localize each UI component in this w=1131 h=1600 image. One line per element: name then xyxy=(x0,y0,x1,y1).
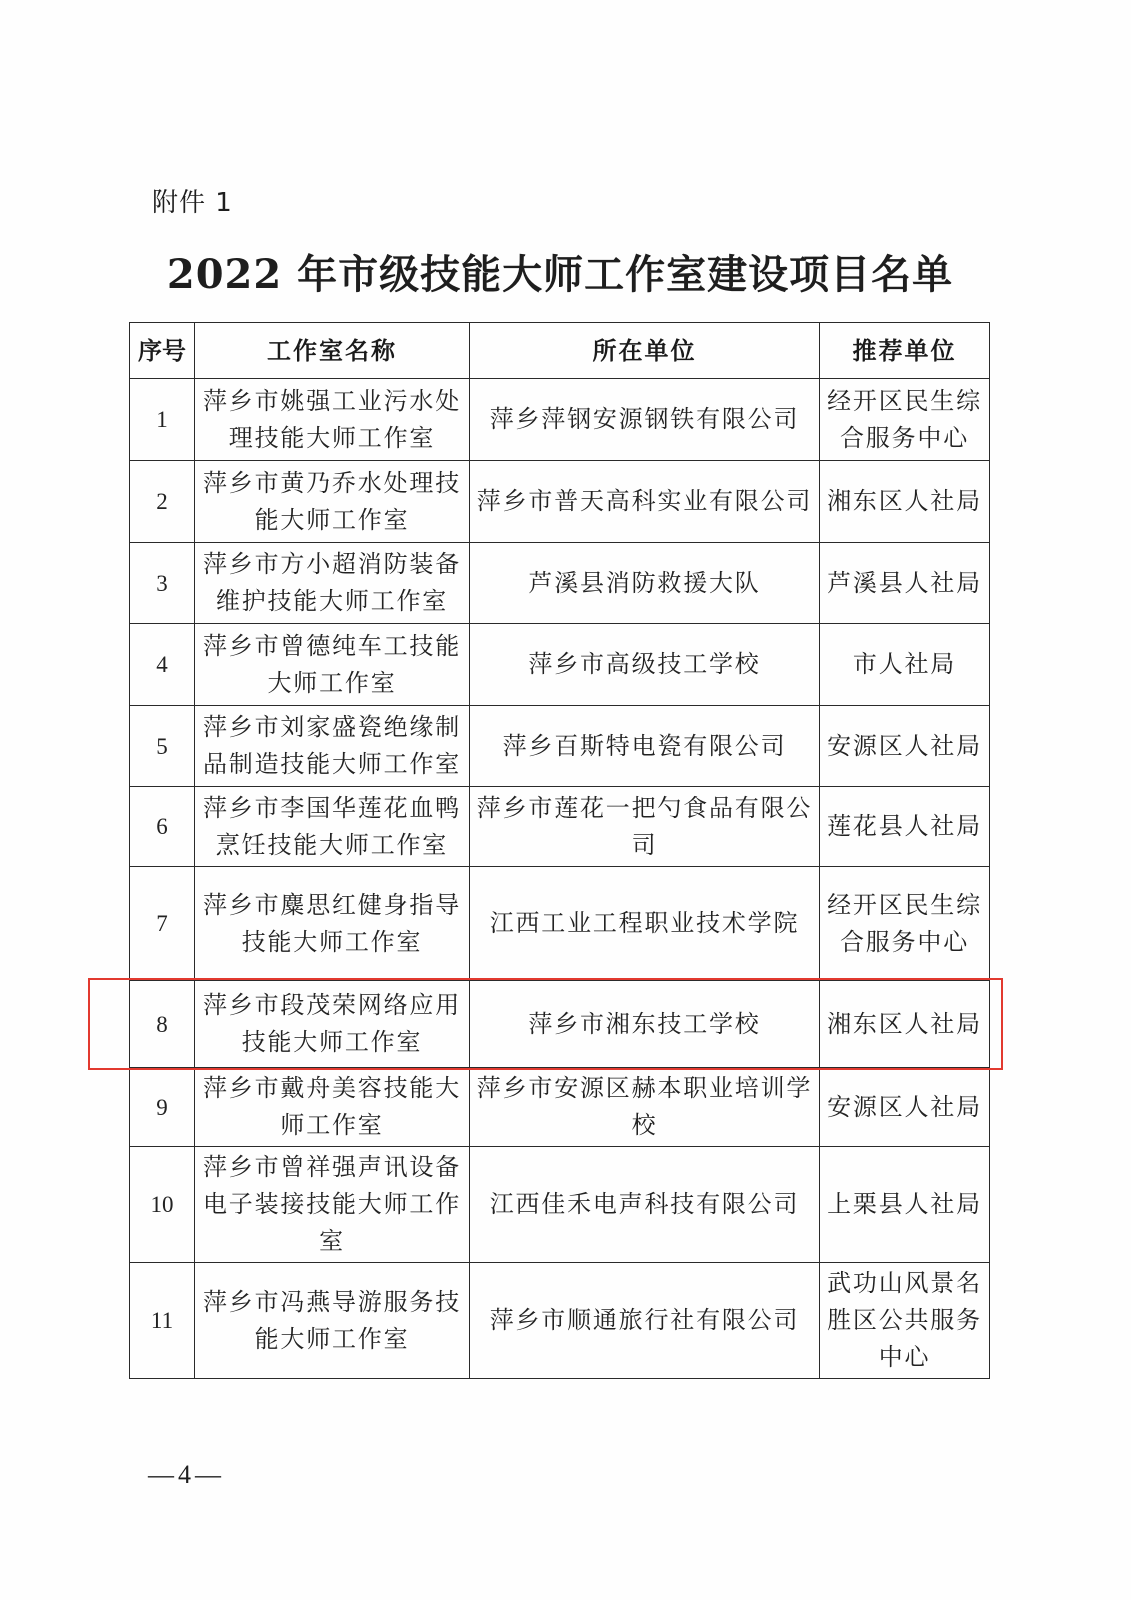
studio-name: 萍乡市曾德纯车工技能大师工作室 xyxy=(195,624,470,706)
table-body xyxy=(130,379,990,1379)
table-row xyxy=(130,787,990,867)
table-row xyxy=(130,867,990,981)
host-unit: 萍乡市普天高科实业有限公司 xyxy=(470,461,820,543)
row-number: 10 xyxy=(130,1147,195,1263)
table-row xyxy=(130,1147,990,1263)
recommender: 安源区人社局 xyxy=(820,1068,990,1147)
recommender: 莲花县人社局 xyxy=(820,787,990,867)
host-unit: 萍乡市安源区赫本职业培训学校 xyxy=(470,1068,820,1147)
table-row-highlighted xyxy=(130,981,990,1068)
recommender: 上栗县人社局 xyxy=(820,1147,990,1263)
studio-name: 萍乡市刘家盛瓷绝缘制品制造技能大师工作室 xyxy=(195,706,470,787)
host-unit: 萍乡萍钢安源钢铁有限公司 xyxy=(470,379,820,461)
row-number: 1 xyxy=(130,379,195,461)
studio-name: 萍乡市冯燕导游服务技能大师工作室 xyxy=(195,1263,470,1379)
row-number: 7 xyxy=(130,867,195,981)
document-title: 2022 年市级技能大师工作室建设项目名单 xyxy=(166,251,954,298)
recommender: 经开区民生综合服务中心 xyxy=(820,379,990,461)
row-number: 2 xyxy=(130,461,195,543)
row-number: 3 xyxy=(130,543,195,624)
table-row xyxy=(130,461,990,543)
host-unit: 萍乡市湘东技工学校 xyxy=(470,981,820,1068)
recommender: 湘东区人社局 xyxy=(820,981,990,1068)
recommender: 市人社局 xyxy=(820,624,990,706)
row-number: 6 xyxy=(130,787,195,867)
table-row xyxy=(130,706,990,787)
header-studio-name: 工作室名称 xyxy=(195,323,470,379)
recommender: 经开区民生综合服务中心 xyxy=(820,867,990,981)
row-number: 9 xyxy=(130,1068,195,1147)
host-unit: 江西佳禾电声科技有限公司 xyxy=(470,1147,820,1263)
studio-name: 萍乡市戴舟美容技能大师工作室 xyxy=(195,1068,470,1147)
studio-name: 萍乡市曾祥强声讯设备电子装接技能大师工作室 xyxy=(195,1147,470,1263)
host-unit: 萍乡市莲花一把勺食品有限公司 xyxy=(470,787,820,867)
page-number: —4— xyxy=(148,1460,225,1489)
host-unit: 萍乡市高级技工学校 xyxy=(470,624,820,706)
recommender: 湘东区人社局 xyxy=(820,461,990,543)
recommender: 安源区人社局 xyxy=(820,706,990,787)
studio-name: 萍乡市段茂荣网络应用技能大师工作室 xyxy=(195,981,470,1068)
studio-name: 萍乡市方小超消防装备维护技能大师工作室 xyxy=(195,543,470,624)
table-row xyxy=(130,624,990,706)
row-number: 8 xyxy=(130,981,195,1068)
attachment-label: 附件 1 xyxy=(152,188,233,218)
table-row xyxy=(130,379,990,461)
recommender: 芦溪县人社局 xyxy=(820,543,990,624)
project-list-table xyxy=(129,322,990,1379)
recommender: 武功山风景名胜区公共服务中心 xyxy=(820,1263,990,1379)
row-number: 11 xyxy=(130,1263,195,1379)
table-row xyxy=(130,543,990,624)
studio-name: 萍乡市李国华莲花血鸭烹饪技能大师工作室 xyxy=(195,787,470,867)
table-row xyxy=(130,1068,990,1147)
header-no: 序号 xyxy=(130,323,195,379)
host-unit: 萍乡市顺通旅行社有限公司 xyxy=(470,1263,820,1379)
studio-name: 萍乡市黄乃乔水处理技能大师工作室 xyxy=(195,461,470,543)
table-header xyxy=(130,323,990,379)
row-number: 4 xyxy=(130,624,195,706)
header-unit: 所在单位 xyxy=(470,323,820,379)
studio-name: 萍乡市姚强工业污水处理技能大师工作室 xyxy=(195,379,470,461)
studio-name: 萍乡市麋思红健身指导技能大师工作室 xyxy=(195,867,470,981)
header-row xyxy=(130,323,990,379)
host-unit: 芦溪县消防救援大队 xyxy=(470,543,820,624)
host-unit: 萍乡百斯特电瓷有限公司 xyxy=(470,706,820,787)
table-row xyxy=(130,1263,990,1379)
row-number: 5 xyxy=(130,706,195,787)
header-recommender: 推荐单位 xyxy=(820,323,990,379)
host-unit: 江西工业工程职业技术学院 xyxy=(470,867,820,981)
